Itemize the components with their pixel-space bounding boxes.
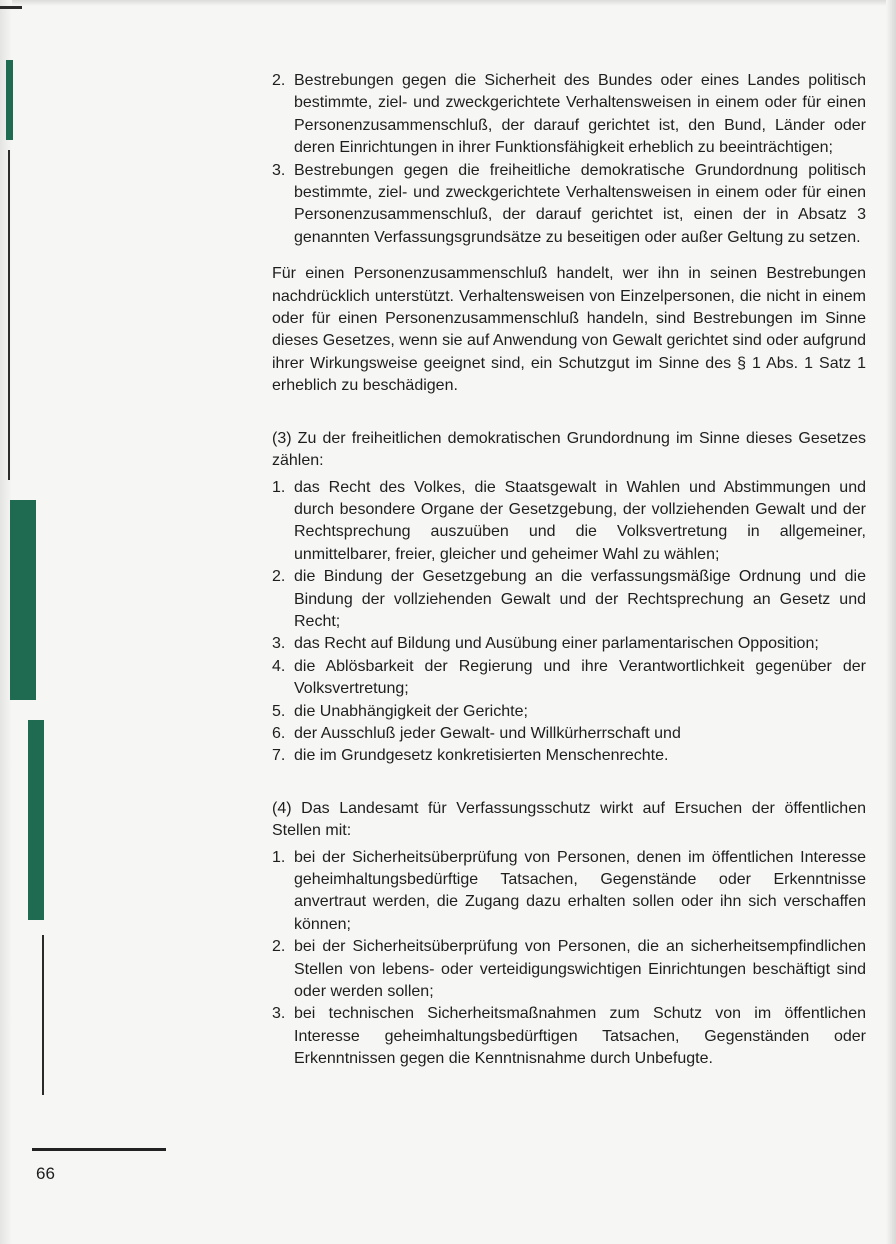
list-item [272, 633, 866, 655]
edge-mark [42, 935, 44, 1095]
edge-mark [28, 720, 44, 920]
list-number: 2. [272, 938, 286, 956]
list-item [272, 745, 866, 767]
footer-rule [32, 1148, 166, 1151]
list-text: das Recht des Volkes, die Staatsgewalt in Wahlen und Abstimmungen und durch besondere Organe der Gesetzgebung, der vollziehenden Gewalt und der Rechtsprechung auszuüben und die Volksvertretung in allgemeiner, unmittelbarer, freier, gleicher und geheimer Wahl zu wählen; [294, 478, 866, 563]
section-2-list [272, 70, 866, 249]
list-number: 4. [272, 657, 286, 675]
section-3-list [272, 477, 866, 768]
page-content [272, 70, 866, 1071]
list-text: bei technischen Sicherheitsmaßnahmen zum Schutz von im öffentlichen Interesse geheimhaltungsbedürftigen Tatsachen, Gegenständen oder Erkenntnissen gegen die Kenntnisnahme durch Unbefugte. [294, 1005, 866, 1068]
list-number: 6. [272, 724, 286, 742]
edge-mark [8, 150, 10, 480]
list-item [272, 723, 866, 745]
list-number: 5. [272, 702, 286, 720]
list-text: bei der Sicherheitsüberprüfung von Personen, die an sicherheitsempfindlichen Stellen von lebens- oder verteidigungswichtigen Einrichtungen beschäftigt sind oder werden sollen; [294, 938, 866, 1001]
list-item [272, 1003, 866, 1070]
list-number: 2. [272, 568, 286, 586]
list-text: die Bindung der Gesetzgebung an die verfassungsmäßige Ordnung und die Bindung der vollziehenden Gewalt und der Rechtsprechung an Gesetz und Recht; [294, 568, 866, 630]
list-item [272, 847, 866, 937]
scan-edge-right [886, 0, 896, 1244]
list-number: 3. [272, 1005, 286, 1023]
list-item [272, 656, 866, 701]
list-text: die Ablösbarkeit der Regierung und ihre Verantwortlichkeit gegenüber der Volksvertretung; [294, 657, 866, 698]
edge-mark [6, 60, 13, 140]
list-text: die Unabhängigkeit der Gerichte; [294, 702, 528, 720]
section-4-intro: (4) Das Landesamt für Verfassungsschutz wirkt auf Ersuchen der öffentlichen Stellen mit: [272, 799, 866, 840]
list-number: 3. [272, 635, 286, 653]
list-number: 1. [272, 478, 286, 496]
list-text: bei der Sicherheitsüberprüfung von Personen, denen im öffentlichen Interesse geheimhaltungsbedürftige Tatsachen, Gegenstände oder Erkenntnisse anvertraut werden, die Zugang dazu erhalten sollen oder ihn sich verschaffen können; [294, 848, 866, 933]
edge-mark [0, 6, 22, 9]
list-item [272, 701, 866, 723]
list-item [272, 936, 866, 1003]
edge-mark [10, 500, 36, 700]
list-item [272, 477, 866, 567]
section-2-paragraph: Für einen Personenzusammenschluß handelt, wer ihn in seinen Bestrebungen nachdrücklich unterstützt. Verhaltensweisen von Einzelpersonen, die nicht in einem oder für einen Personenzusammenschluß handeln, sind Bestrebungen im Sinne dieses Gesetzes, wenn sie auf Anwendung von Gewalt gerichtet sind oder aufgrund ihrer Wirkungsweise geeignet sind, ein Schutzgut im Sinne des § 1 Abs. 1 Satz 1 erheblich zu beschädigen. [272, 265, 866, 395]
scan-edge-top [0, 0, 896, 6]
list-text: Bestrebungen gegen die freiheitliche demokratische Grundordnung politisch bestimmte, ziel- und zweckgerichtete Verhaltensweisen in einem oder für einen Personenzusammenschluß, der darauf gerichtet ist, einen der in Absatz 3 genannten Verfassungsgrundsätze zu beseitigen oder außer Geltung zu setzen. [294, 161, 866, 246]
list-number: 2. [272, 72, 286, 89]
list-item [272, 566, 866, 633]
list-number: 3. [272, 161, 286, 179]
list-item [272, 70, 866, 160]
list-item [272, 160, 866, 250]
list-number: 1. [272, 848, 286, 866]
list-text: die im Grundgesetz konkretisierten Menschenrechte. [294, 747, 669, 765]
section-4-list [272, 847, 866, 1071]
section-3-intro: (3) Zu der freiheitlichen demokratischen Grundordnung im Sinne dieses Gesetzes zählen: [272, 429, 866, 470]
list-text: das Recht auf Bildung und Ausübung einer parlamentarischen Opposition; [294, 635, 819, 653]
list-number: 7. [272, 747, 286, 765]
list-text: Bestrebungen gegen die Sicherheit des Bundes oder eines Landes politisch bestimmte, ziel- und zweckgerichtete Verhaltensweisen in einem oder für einen Personenzusammenschluß, der darauf gerichtet ist, den Bund, Länder oder deren Einrichtungen in ihrer Funktionsfähigkeit erheblich zu beeinträchtigen; [294, 72, 866, 157]
list-text: der Ausschluß jeder Gewalt- und Willkürherrschaft und [294, 724, 681, 742]
page-number: 66 [36, 1164, 55, 1183]
